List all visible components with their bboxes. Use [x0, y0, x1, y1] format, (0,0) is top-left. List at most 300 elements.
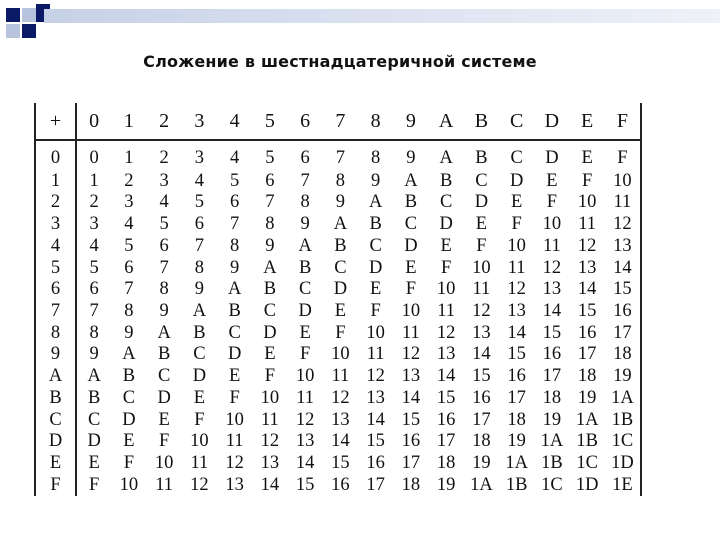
row-header: 6 [36, 279, 76, 301]
sum-cell: A [439, 148, 453, 169]
sum-cell: 3 [194, 148, 204, 169]
sum-cell: 7 [265, 192, 275, 213]
header-bar [44, 9, 720, 23]
sum-cell: C [228, 322, 241, 343]
sum-cell: 18 [613, 344, 632, 365]
sum-cell: 11 [472, 279, 491, 300]
sum-cell: 16 [577, 322, 597, 343]
sum-cell: 7 [124, 279, 134, 300]
sum-cell: 15 [613, 279, 632, 300]
table-row [36, 431, 640, 453]
sum-cell: C [404, 214, 418, 235]
table-body [36, 140, 640, 496]
sum-cell: 6 [124, 257, 134, 278]
column-header: 6 [288, 103, 323, 140]
sum-cell: 18 [472, 431, 491, 452]
sum-cell: B [263, 279, 277, 300]
sum-cell: 12 [331, 387, 350, 408]
sum-cell: E [510, 192, 523, 213]
sum-cell: E [334, 300, 347, 321]
sum-cell: 8 [159, 279, 169, 300]
sum-cell: C [87, 409, 101, 430]
column-header: 9 [393, 103, 428, 140]
sum-cell: 1C [541, 474, 563, 495]
sum-cell: 7 [194, 235, 204, 256]
sum-cell: 13 [366, 387, 385, 408]
sum-cell: B [122, 366, 136, 387]
sum-cell: 5 [194, 192, 204, 213]
sum-cell: E [193, 387, 206, 408]
sum-cell: A [227, 279, 242, 300]
sum-cell: C [369, 235, 382, 256]
sum-cell: 6 [194, 214, 204, 235]
table-row [36, 192, 640, 214]
sum-cell: 13 [436, 344, 456, 365]
table-row [36, 409, 640, 431]
sum-cell: 13 [331, 409, 350, 430]
sum-cell: 16 [472, 387, 491, 408]
sum-cell: 9 [335, 192, 345, 213]
sum-cell: 11 [225, 431, 244, 452]
sum-cell: D [545, 148, 559, 169]
table-row [36, 300, 640, 322]
sum-cell: 6 [300, 148, 310, 169]
sum-cell: 11 [366, 344, 385, 365]
sum-cell: 16 [331, 474, 350, 495]
sum-cell: A [87, 366, 101, 387]
row-header: E [36, 453, 76, 475]
sum-cell: 11 [155, 474, 174, 495]
sum-cell: 16 [613, 300, 632, 321]
table-row [36, 366, 640, 388]
sum-cell: 14 [542, 300, 562, 321]
sum-cell: D [368, 257, 383, 278]
sum-cell: D [404, 235, 418, 256]
sum-cell: 15 [577, 300, 597, 321]
sum-cell: 14 [507, 322, 526, 343]
sum-cell: 15 [436, 387, 456, 408]
sum-cell: 8 [265, 214, 275, 235]
table-row [36, 387, 640, 409]
sum-cell: E [369, 279, 382, 300]
sum-cell: 8 [89, 322, 99, 343]
sum-cell: 17 [613, 322, 632, 343]
sum-cell: 10 [436, 279, 456, 300]
sum-cell: 1A [575, 409, 599, 430]
sum-cell: D [333, 279, 348, 300]
sum-cell: F [370, 300, 381, 321]
table-row [36, 140, 640, 170]
sum-cell: 4 [194, 170, 204, 191]
sum-cell: B [475, 148, 488, 169]
sum-cell: 16 [507, 366, 526, 387]
sum-cell: D [439, 214, 453, 235]
sum-cell: 13 [401, 366, 421, 387]
sum-cell: 4 [159, 192, 169, 213]
row-header: B [36, 387, 76, 409]
sum-cell: E [581, 148, 593, 169]
sum-cell: 9 [194, 279, 204, 300]
sum-cell: 11 [190, 453, 209, 474]
sum-cell: E [405, 257, 417, 278]
sum-cell: 12 [542, 257, 562, 278]
sum-cell: D [157, 387, 171, 408]
column-header: B [464, 103, 499, 140]
sum-cell: 12 [295, 409, 315, 430]
sum-cell: 11 [296, 387, 315, 408]
sum-cell: 11 [437, 300, 456, 321]
sum-cell: 16 [436, 409, 456, 430]
sum-cell: E [475, 214, 488, 235]
sum-cell: B [404, 192, 418, 213]
header-row [36, 103, 640, 140]
sum-cell: B [87, 387, 101, 408]
sum-cell: E [123, 431, 135, 452]
column-header: D [534, 103, 569, 140]
table-row [36, 453, 640, 475]
sum-cell: 14 [295, 453, 315, 474]
sum-cell: 17 [577, 344, 597, 365]
sum-cell: 7 [159, 257, 169, 278]
sum-cell: F [123, 453, 135, 474]
sum-cell: 14 [436, 366, 456, 387]
table-row [36, 474, 640, 496]
table-row [36, 235, 640, 257]
sum-cell: E [228, 366, 241, 387]
sum-cell: 11 [507, 257, 526, 278]
sum-cell: A [298, 235, 312, 256]
sum-cell: 7 [230, 214, 240, 235]
sum-cell: 19 [577, 387, 597, 408]
sum-cell: E [88, 453, 100, 474]
sum-cell: 6 [230, 192, 240, 213]
sum-cell: 5 [230, 170, 240, 191]
sum-cell: 8 [371, 148, 381, 169]
sum-cell: 1B [505, 474, 528, 495]
sum-cell: 9 [300, 214, 310, 235]
column-header: E [570, 103, 605, 140]
sum-cell: 7 [300, 170, 310, 191]
sum-cell: 1 [124, 148, 134, 169]
sum-cell: 1A [505, 453, 528, 474]
sum-cell: 9 [265, 235, 275, 256]
sum-cell: 9 [159, 300, 169, 321]
sum-cell: 12 [472, 300, 491, 321]
sum-cell: C [475, 170, 488, 191]
sum-cell: 15 [472, 366, 491, 387]
row-header: 5 [36, 257, 76, 279]
sum-cell: D [192, 366, 207, 387]
sum-cell: F [476, 235, 487, 256]
sum-cell: 5 [265, 148, 275, 169]
sum-cell: 19 [507, 431, 526, 452]
sum-cell: 3 [124, 192, 134, 213]
sum-cell: 15 [401, 409, 421, 430]
sum-cell: B [369, 214, 382, 235]
sum-cell: C [439, 192, 453, 213]
sum-cell: 14 [331, 431, 350, 452]
sum-cell: D [122, 409, 136, 430]
sum-cell: F [511, 214, 522, 235]
sum-cell: 18 [436, 453, 456, 474]
sum-cell: 6 [265, 170, 275, 191]
column-header: 0 [76, 103, 111, 140]
row-header: 7 [36, 300, 76, 322]
sum-cell: B [228, 300, 241, 321]
sum-cell: D [509, 170, 524, 191]
sum-cell: 2 [124, 170, 134, 191]
sum-cell: 14 [401, 387, 421, 408]
row-header: 8 [36, 322, 76, 344]
table-row [36, 322, 640, 344]
sum-cell: 10 [472, 257, 491, 278]
sum-cell: D [87, 431, 101, 452]
sum-cell: 12 [436, 322, 456, 343]
table-row [36, 257, 640, 279]
sum-cell: 1A [470, 474, 493, 495]
page-title-text: Сложение в шестнадцатеричной системе [143, 52, 537, 71]
sum-cell: 11 [331, 366, 350, 387]
sum-cell: 17 [472, 409, 491, 430]
sum-cell: A [263, 257, 277, 278]
sum-cell: E [546, 170, 558, 191]
sum-cell: 4 [230, 148, 240, 169]
sum-cell: 2 [89, 192, 99, 213]
table-row [36, 170, 640, 192]
sum-cell: 17 [366, 474, 385, 495]
sum-cell: C [193, 344, 206, 365]
sum-cell: 12 [260, 431, 280, 452]
sum-cell: 19 [472, 453, 491, 474]
sum-cell: 14 [366, 409, 385, 430]
sum-cell: E [158, 409, 170, 430]
sum-cell: 12 [507, 279, 526, 300]
sum-cell: F [617, 148, 628, 169]
sum-cell: 1C [576, 453, 598, 474]
sum-cell: 2 [159, 148, 169, 169]
sum-cell: D [227, 344, 242, 365]
sum-cell: 14 [577, 279, 597, 300]
sum-cell: 12 [225, 453, 244, 474]
row-header: C [36, 409, 76, 431]
sum-cell: F [405, 279, 417, 300]
sum-cell: 10 [260, 387, 280, 408]
sum-cell: 15 [507, 344, 526, 365]
sum-cell: 1B [541, 453, 563, 474]
column-header: 5 [252, 103, 287, 140]
row-header: 0 [36, 140, 76, 170]
sum-cell: 12 [577, 235, 597, 256]
sum-cell: F [158, 431, 170, 452]
sum-cell: E [299, 322, 311, 343]
sum-cell: 12 [613, 214, 632, 235]
row-header: 4 [36, 235, 76, 257]
sum-cell: 3 [89, 214, 99, 235]
table-row [36, 213, 640, 235]
sum-cell: F [299, 344, 311, 365]
sum-cell: C [298, 279, 312, 300]
sum-cell: 10 [331, 344, 350, 365]
row-header: A [36, 366, 76, 388]
sum-cell: 15 [366, 431, 385, 452]
column-header: C [499, 103, 534, 140]
sum-cell: A [192, 300, 207, 321]
sum-cell: 13 [542, 279, 562, 300]
sum-cell: D [474, 192, 489, 213]
sum-cell: D [298, 300, 312, 321]
sum-cell: E [440, 235, 452, 256]
sum-cell: 10 [577, 192, 597, 213]
sum-cell: 6 [89, 279, 99, 300]
sum-cell: 19 [436, 474, 456, 495]
sum-cell: 10 [225, 409, 244, 430]
corner-cell: + [36, 103, 76, 140]
sum-cell: 13 [507, 300, 526, 321]
sum-cell: C [263, 300, 277, 321]
sum-cell: 18 [401, 474, 421, 495]
sum-cell: B [157, 344, 171, 365]
sum-cell: B [193, 322, 206, 343]
sum-cell: 7 [335, 148, 345, 169]
sum-cell: 0 [89, 148, 99, 169]
sum-cell: 11 [578, 214, 597, 235]
sum-cell: 11 [401, 322, 420, 343]
sum-cell: 1A [540, 431, 564, 452]
sum-cell: 7 [89, 300, 99, 321]
sum-cell: 5 [159, 214, 169, 235]
row-header: 9 [36, 344, 76, 366]
sum-cell: 18 [507, 409, 526, 430]
sum-cell: A [122, 344, 136, 365]
sum-cell: B [298, 257, 312, 278]
sum-cell: D [263, 322, 277, 343]
sum-cell: 17 [542, 366, 562, 387]
sum-cell: 13 [472, 322, 491, 343]
sum-cell: 17 [507, 387, 526, 408]
sum-cell: F [440, 257, 452, 278]
sum-cell: 19 [542, 409, 562, 430]
sum-cell: C [334, 257, 347, 278]
sum-cell: B [334, 235, 347, 256]
row-header: D [36, 431, 76, 453]
sum-cell: 10 [119, 474, 139, 495]
sum-cell: 10 [366, 322, 385, 343]
sum-cell: 17 [401, 453, 421, 474]
sum-cell: F [546, 192, 558, 213]
sum-cell: 6 [159, 235, 169, 256]
addition-table-frame [34, 103, 642, 496]
sum-cell: 1 [89, 170, 99, 191]
sum-cell: 16 [401, 431, 421, 452]
sum-cell: F [229, 387, 240, 408]
sum-cell: A [333, 214, 348, 235]
sum-cell: 16 [366, 453, 385, 474]
row-header: 3 [36, 213, 76, 235]
sum-cell: 8 [335, 170, 345, 191]
sum-cell: 13 [295, 431, 315, 452]
page-title [0, 52, 720, 71]
hex-addition-table [36, 103, 640, 496]
column-header: 2 [147, 103, 182, 140]
sum-cell: 9 [124, 322, 134, 343]
sum-cell: 8 [230, 235, 240, 256]
sum-cell: 16 [542, 344, 562, 365]
row-header: F [36, 474, 76, 496]
sum-cell: 10 [542, 214, 562, 235]
column-header: A [429, 103, 464, 140]
sum-cell: 4 [89, 235, 99, 256]
sum-cell: 13 [225, 474, 244, 495]
sum-cell: 1E [612, 474, 633, 495]
sum-cell: 12 [190, 474, 209, 495]
sum-cell: B [439, 170, 453, 191]
sum-cell: 12 [366, 366, 385, 387]
sum-cell: F [194, 409, 205, 430]
sum-cell: 1D [611, 453, 634, 474]
sum-cell: C [122, 387, 136, 408]
row-header: 2 [36, 192, 76, 214]
sum-cell: A [368, 192, 383, 213]
sum-cell: 5 [124, 235, 134, 256]
sum-cell: C [510, 148, 523, 169]
sum-cell: 13 [577, 257, 597, 278]
sum-cell: 11 [542, 235, 561, 256]
sum-cell: E [264, 344, 276, 365]
sum-cell: 15 [331, 453, 350, 474]
sum-cell: 14 [472, 344, 491, 365]
column-header: F [605, 103, 640, 140]
sum-cell: F [581, 170, 593, 191]
column-header: 8 [358, 103, 393, 140]
sum-cell: C [157, 366, 171, 387]
sum-cell: 11 [260, 409, 279, 430]
sum-cell: 1C [611, 431, 634, 452]
sum-cell: 11 [613, 192, 632, 213]
sum-cell: F [88, 474, 100, 495]
sum-cell: 10 [295, 366, 315, 387]
column-header: 3 [182, 103, 217, 140]
sum-cell: 18 [542, 387, 562, 408]
sum-cell: 8 [194, 257, 204, 278]
sum-cell: F [264, 366, 276, 387]
sum-cell: 9 [89, 344, 99, 365]
sum-cell: 10 [190, 431, 209, 452]
sum-cell: A [157, 322, 171, 343]
sum-cell: 18 [577, 366, 597, 387]
sum-cell: F [335, 322, 346, 343]
sum-cell: 9 [406, 148, 416, 169]
sum-cell: 15 [295, 474, 315, 495]
sum-cell: 9 [230, 257, 240, 278]
sum-cell: 12 [401, 344, 421, 365]
sum-cell: 13 [613, 235, 632, 256]
row-header: 1 [36, 170, 76, 192]
sum-cell: 14 [613, 257, 632, 278]
sum-cell: 10 [154, 453, 174, 474]
column-header: 1 [111, 103, 146, 140]
table-row [36, 279, 640, 301]
sum-cell: 17 [436, 431, 456, 452]
sum-cell: 5 [89, 257, 99, 278]
sum-cell: 13 [260, 453, 280, 474]
sum-cell: 3 [159, 170, 169, 191]
table-row [36, 344, 640, 366]
sum-cell: 10 [507, 235, 526, 256]
sum-cell: 9 [371, 170, 381, 191]
sum-cell: 15 [542, 322, 562, 343]
sum-cell: 1B [576, 431, 598, 452]
sum-cell: 4 [124, 214, 134, 235]
